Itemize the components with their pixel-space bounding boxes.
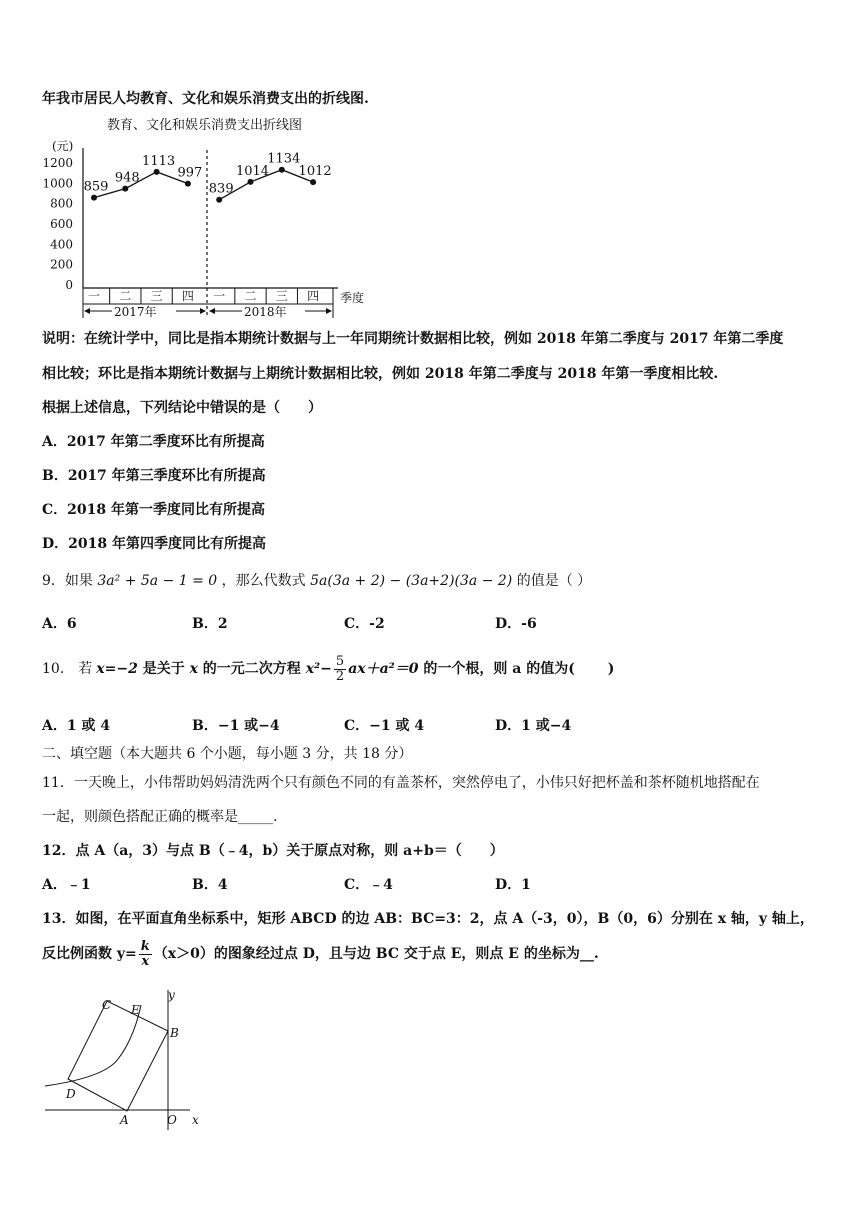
data-point — [91, 195, 97, 201]
year-label-2017: 2017年 — [114, 305, 157, 319]
year-label-2018: 2018年 — [244, 305, 287, 319]
q8-option-a: A．2017 年第二季度环比有所提高 — [42, 434, 265, 450]
q9-option-b: B．2 — [192, 616, 228, 632]
q10-stem — [42, 655, 614, 683]
q12-option-c: C．﹣4 — [344, 877, 393, 893]
q9-equation: 3a² + 5a − 1 = 0 — [97, 573, 218, 589]
q8-option-d: D．2018 年第四季度同比有所提高 — [42, 536, 266, 552]
q10-option-a: A．1 或 4 — [42, 718, 111, 734]
hyperbola-curve — [45, 1005, 141, 1086]
q10-var: x — [189, 661, 198, 678]
q9-stem — [42, 574, 591, 588]
data-label: 859 — [83, 179, 109, 195]
label-C: C — [102, 998, 112, 1012]
q10-mid: 是关于 — [137, 661, 190, 678]
q10-fraction — [334, 655, 346, 683]
label-E: E — [131, 1003, 140, 1017]
quarter-label: 二 — [244, 289, 257, 303]
quarter-label: 三 — [275, 289, 288, 303]
data-label: 1014 — [235, 163, 270, 179]
q13-line1: 13．如图，在平面直角坐标系中，矩形 ABCD 的边 AB：BC=3：2，点 A（-3，0），B（0，6）分别在 x 轴，y 轴上， — [42, 911, 814, 927]
q10-prefix: 10． 若 — [42, 661, 93, 678]
q12-option-a: A．﹣1 — [42, 877, 91, 893]
q9-mid: ，那么代数式 — [221, 573, 306, 589]
q10-eq-b: ax＋a²＝0 — [348, 661, 419, 678]
data-label: 997 — [177, 165, 203, 181]
label-x: x — [192, 1113, 199, 1127]
y-tick-label: 400 — [50, 237, 73, 252]
data-label: 839 — [208, 181, 234, 197]
data-point — [185, 181, 191, 187]
q10-end: 的一个根，则 a 的值为( ) — [418, 661, 615, 678]
q9-number: 9．如果 — [42, 573, 93, 589]
y-tick-label: 0 — [65, 278, 73, 292]
intro-text: 年我市居民人均教育、文化和娱乐消费支出的折线图. — [42, 91, 369, 107]
data-point — [248, 179, 254, 185]
data-point — [279, 167, 285, 173]
y-axis-unit: (元) — [52, 139, 74, 153]
q10-condition: x=−2 — [96, 661, 138, 678]
q8-option-c: C．2018 年第一季度同比有所提高 — [42, 502, 265, 518]
data-label: 1012 — [298, 164, 332, 180]
y-tick-label: 600 — [50, 217, 73, 231]
q10-option-b: B．−1 或−4 — [192, 718, 280, 734]
quarter-label: 二 — [119, 289, 132, 303]
y-tick-label: 1200 — [42, 156, 73, 170]
x-axis-label: 季度 — [340, 291, 365, 305]
quarter-label: 一 — [87, 289, 101, 303]
q11-line2: 一起，则颜色搭配正确的概率是_____. — [42, 809, 278, 825]
q8-note-line1: 说明：在统计学中，同比是指本期统计数据与上一年同期统计数据相比较，例如 2018 年第二季度与 2017 年第二季度 — [42, 331, 784, 347]
q12-option-d: D．1 — [495, 877, 531, 893]
data-point — [216, 197, 222, 203]
q9-expression: 5a(3a + 2) − (3a+2)(3a − 2) — [310, 573, 513, 589]
label-O: O — [167, 1113, 177, 1127]
quarter-label: 三 — [150, 289, 163, 303]
section-2-heading: 二、填空题（本大题共 6 个小题，每小题 3 分，共 18 分） — [42, 746, 413, 762]
q9-option-a: A．6 — [42, 616, 77, 632]
data-point — [154, 169, 160, 175]
label-y: y — [168, 988, 175, 1002]
line-chart — [0, 0, 868, 330]
q8-stem: 根据上述信息，下列结论中错误的是（ ） — [42, 400, 322, 416]
q13-figure — [40, 985, 220, 1135]
q13-fraction — [139, 940, 152, 968]
quarter-label: 四 — [307, 289, 320, 303]
q13-line2-b: （x＞0）的图象经过点 D，且与边 BC 交于点 E，则点 E 的坐标为__. — [153, 946, 599, 963]
y-tick-label: 800 — [50, 196, 73, 211]
rectangle-abcd — [68, 1001, 168, 1111]
quarter-label: 四 — [181, 289, 194, 303]
label-A: A — [120, 1113, 129, 1127]
data-point — [122, 186, 128, 192]
q13-line2-a: 反比例函数 y= — [42, 946, 137, 963]
q13-frac-num: k — [140, 939, 150, 954]
q10-eq-a: x²− — [305, 661, 332, 678]
q9-option-d: D．-6 — [495, 616, 537, 632]
data-point — [310, 179, 316, 185]
q13-line2 — [42, 940, 599, 968]
data-label: 1113 — [142, 153, 176, 169]
y-tick-label: 200 — [50, 257, 73, 272]
data-label: 948 — [114, 170, 140, 186]
quarter-label: 一 — [213, 289, 226, 303]
q12-option-b: B．4 — [192, 877, 228, 893]
q13-frac-den: x — [141, 953, 150, 969]
q8-option-b: B．2017 年第三季度环比有所提高 — [42, 468, 266, 484]
q10-option-c: C．−1 或 4 — [344, 718, 425, 734]
q10-mid2: 的一元二次方程 — [197, 661, 306, 678]
q8-note-line2: 相比较；环比是指本期统计数据与上期统计数据相比较，例如 2018 年第二季度与 2018 年第一季度相比较. — [42, 366, 719, 382]
q9-end: 的值是（ ） — [516, 573, 592, 589]
label-B: B — [170, 1026, 179, 1040]
q9-option-c: C．-2 — [344, 616, 385, 632]
q10-frac-num: 5 — [335, 654, 345, 669]
q10-frac-den: 2 — [335, 668, 345, 684]
q11-line1: 11．一天晚上，小伟帮助妈妈清洗两个只有颜色不同的有盖茶杯，突然停电了，小伟只好把杯盖和茶杯随机地搭配在 — [42, 775, 760, 791]
y-tick-label: 1000 — [42, 176, 73, 191]
q12-stem: 12．点 A（a，3）与点 B（﹣4，b）关于原点对称，则 a+b＝（ ） — [42, 843, 504, 859]
chart-title: 教育、文化和娱乐消费支出折线图 — [107, 118, 303, 133]
data-label: 1134 — [267, 151, 301, 167]
q10-option-d: D．1 或−4 — [495, 718, 572, 734]
label-D: D — [66, 1087, 76, 1101]
